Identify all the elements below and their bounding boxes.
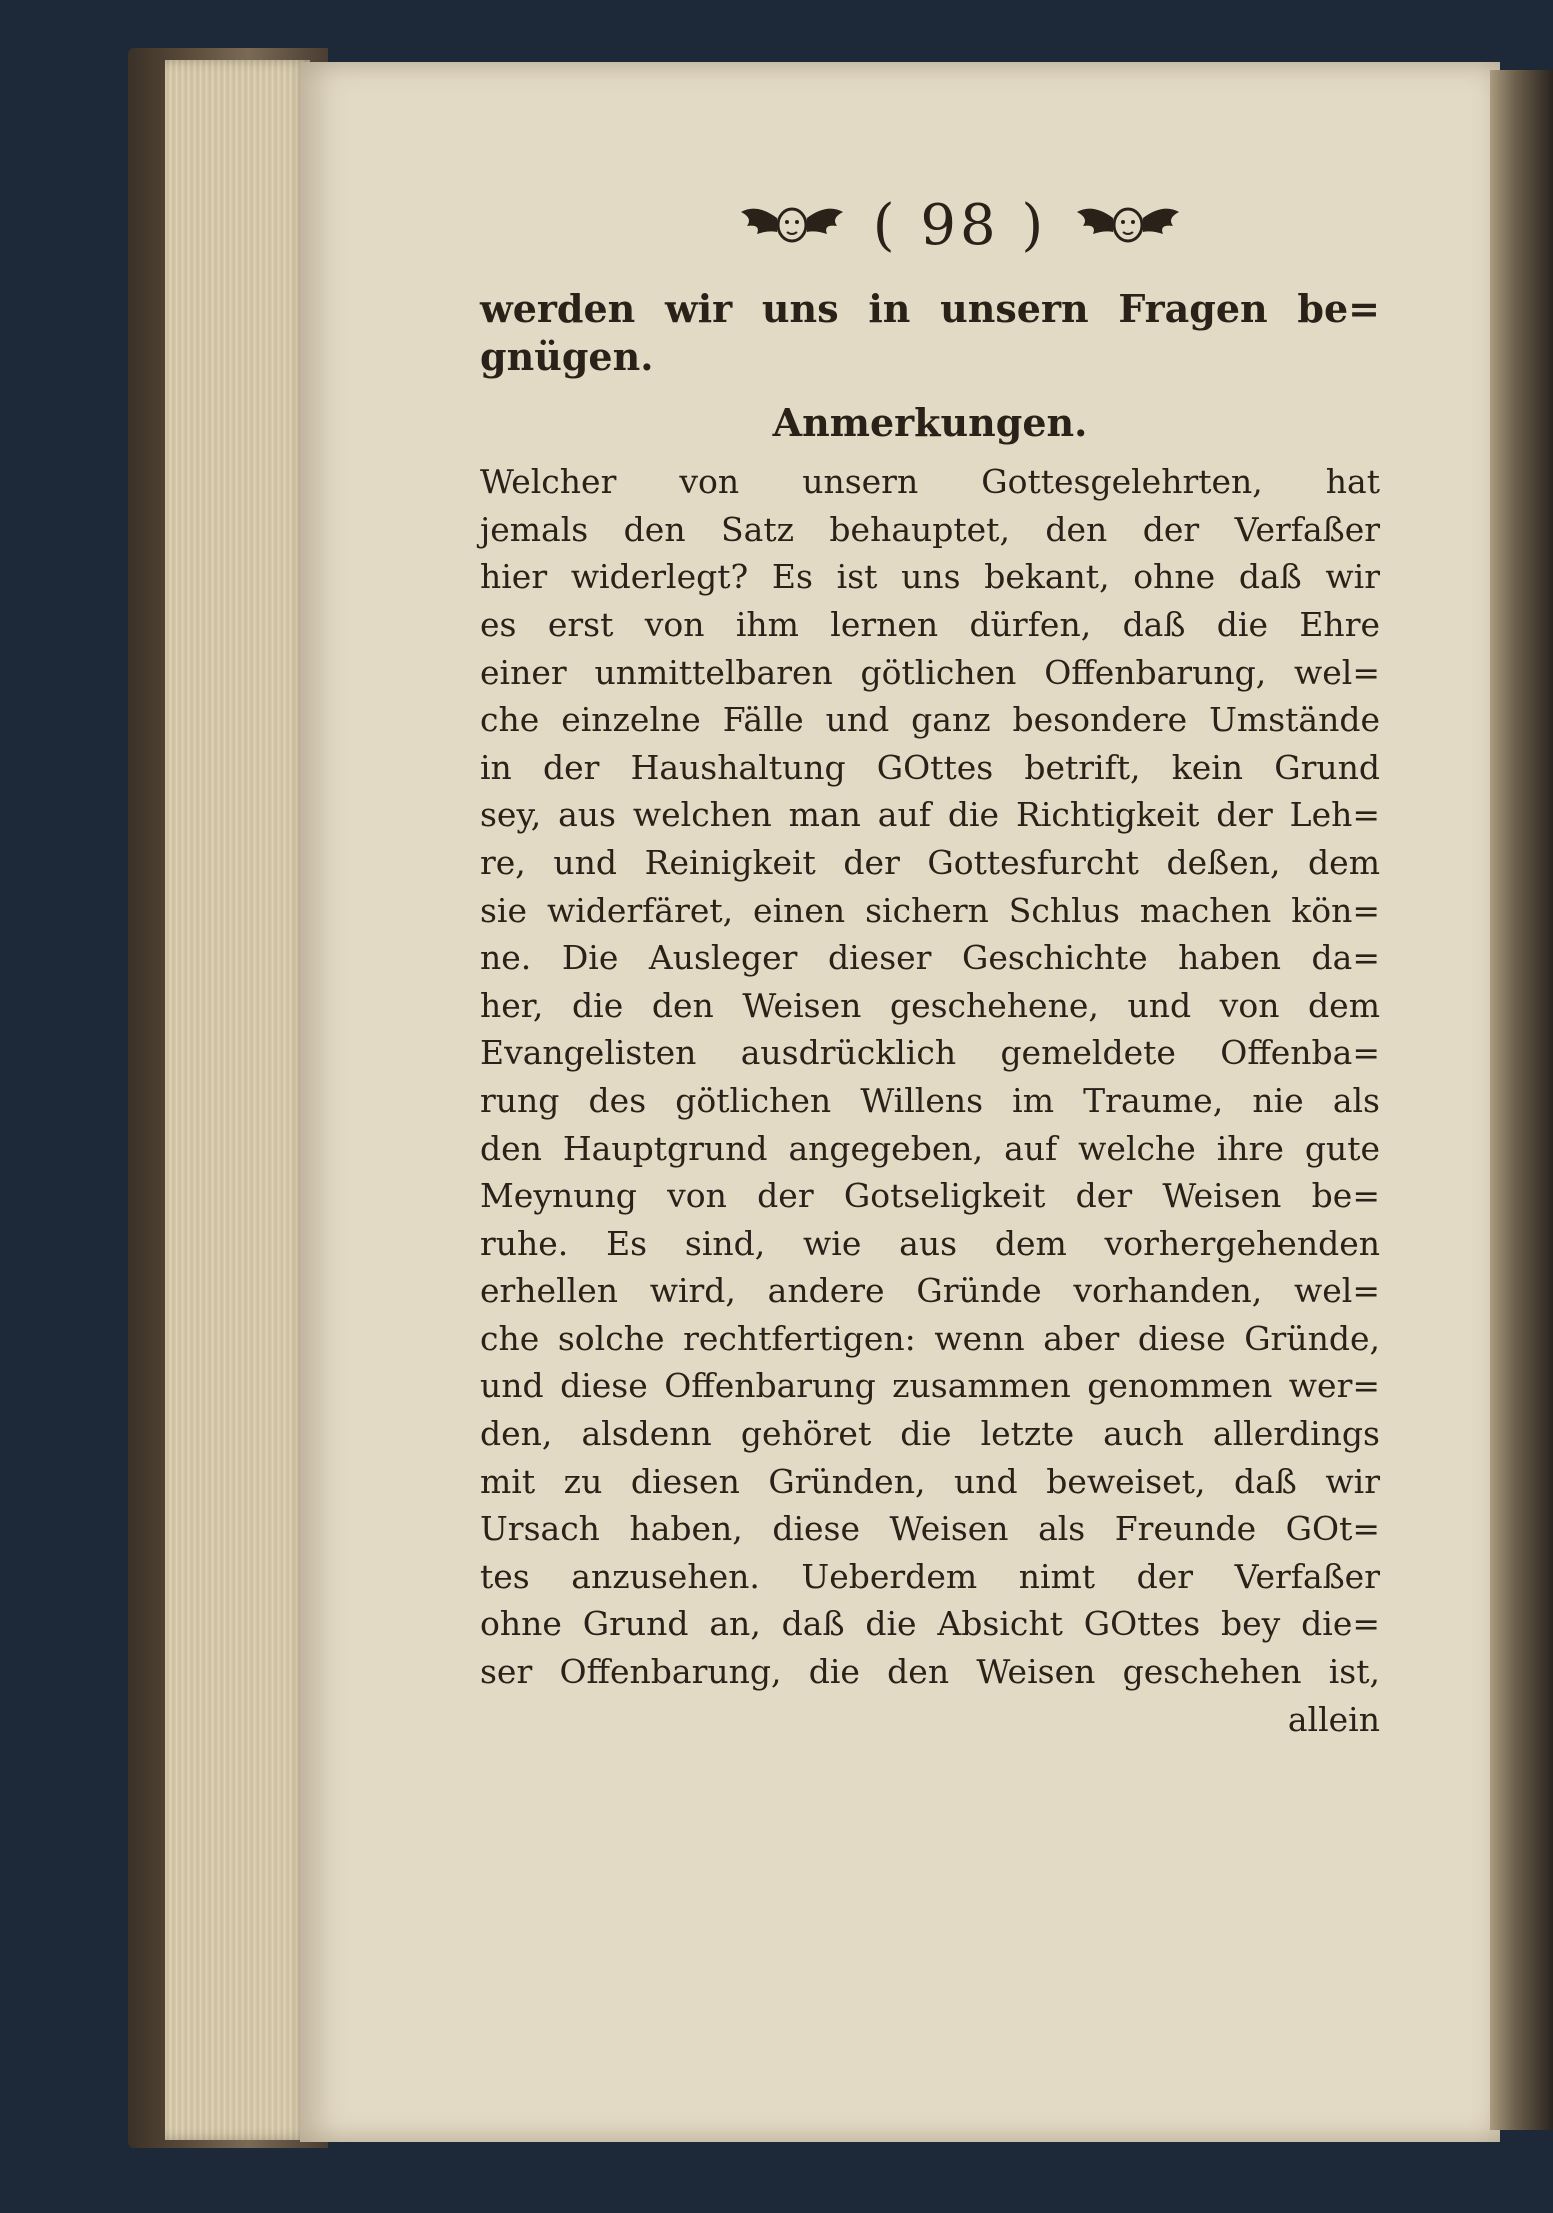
text-line: sey, aus welchen man auf die Richtigkeit der Leh= <box>480 795 1380 835</box>
text-line: sie widerfäret, einen sichern Schlus machen kön= <box>480 890 1380 930</box>
page-number: ( 98 ) <box>872 192 1048 258</box>
text-line: es erst von ihm lernen dürfen, daß die Ehre <box>480 604 1380 644</box>
text-line: einer unmittelbaren götlichen Offenbarung, wel= <box>480 652 1380 692</box>
page-header <box>700 185 1220 265</box>
text-line: Ursach haben, diese Weisen als Freunde GOt= <box>480 1509 1380 1549</box>
text-line: Evangelisten ausdrücklich gemeldete Offenba= <box>480 1033 1380 1073</box>
text-line: ser Offenbarung, die den Weisen geschehen ist, <box>480 1652 1380 1692</box>
text-line: che einzelne Fälle und ganz besondere Umstände <box>480 700 1380 740</box>
facing-page-edge <box>1490 70 1553 2130</box>
winged-head-ornament-icon <box>1073 198 1183 252</box>
section-heading: Anmerkungen. <box>772 400 1088 446</box>
text-line: jemals den Satz behauptet, den der Verfaßer <box>480 509 1380 549</box>
text-line: Meynung von der Gotseligkeit der Weisen be= <box>480 1176 1380 1216</box>
text-line: erhellen wird, andere Gründe vorhanden, wel= <box>480 1271 1380 1311</box>
text-line: den Hauptgrund angegeben, auf welche ihre gute <box>480 1128 1380 1168</box>
opening-line: werden wir uns in unsern Fragen be= <box>480 286 1380 331</box>
opening-line: gnügen. <box>480 333 654 379</box>
text-line: ruhe. Es sind, wie aus dem vorhergehenden <box>480 1223 1380 1263</box>
text-line: den, alsdenn gehöret die letzte auch allerdings <box>480 1414 1380 1454</box>
text-line: che solche rechtfertigen: wenn aber diese Gründe, <box>480 1318 1380 1358</box>
text-line: re, und Reinigkeit der Gottesfurcht deßen, dem <box>480 842 1380 882</box>
text-line: her, die den Weisen geschehene, und von dem <box>480 985 1380 1025</box>
winged-head-ornament-icon <box>737 198 847 252</box>
text-line: ne. Die Ausleger dieser Geschichte haben da= <box>480 938 1380 978</box>
text-line: Welcher von unsern Gottesgelehrten, hat <box>480 462 1380 502</box>
text-line: mit zu diesen Gründen, und beweiset, daß wir <box>480 1461 1380 1501</box>
text-line: in der Haushaltung GOttes betrift, kein Grund <box>480 747 1380 787</box>
text-line: hier widerlegt? Es ist uns bekant, ohne daß wir <box>480 557 1380 597</box>
text-line: ohne Grund an, daß die Absicht GOttes bey die= <box>480 1604 1380 1644</box>
text-line: rung des götlichen Willens im Traume, nie als <box>480 1080 1380 1120</box>
text-line: tes anzusehen. Ueberdem nimt der Verfaßer <box>480 1556 1380 1596</box>
catchword: allein <box>1287 1699 1380 1739</box>
page-text <box>480 285 1380 1743</box>
page-stack-edges <box>165 60 310 2140</box>
paragraph <box>480 458 1380 1743</box>
text-line: und diese Offenbarung zusammen genommen wer= <box>480 1366 1380 1406</box>
